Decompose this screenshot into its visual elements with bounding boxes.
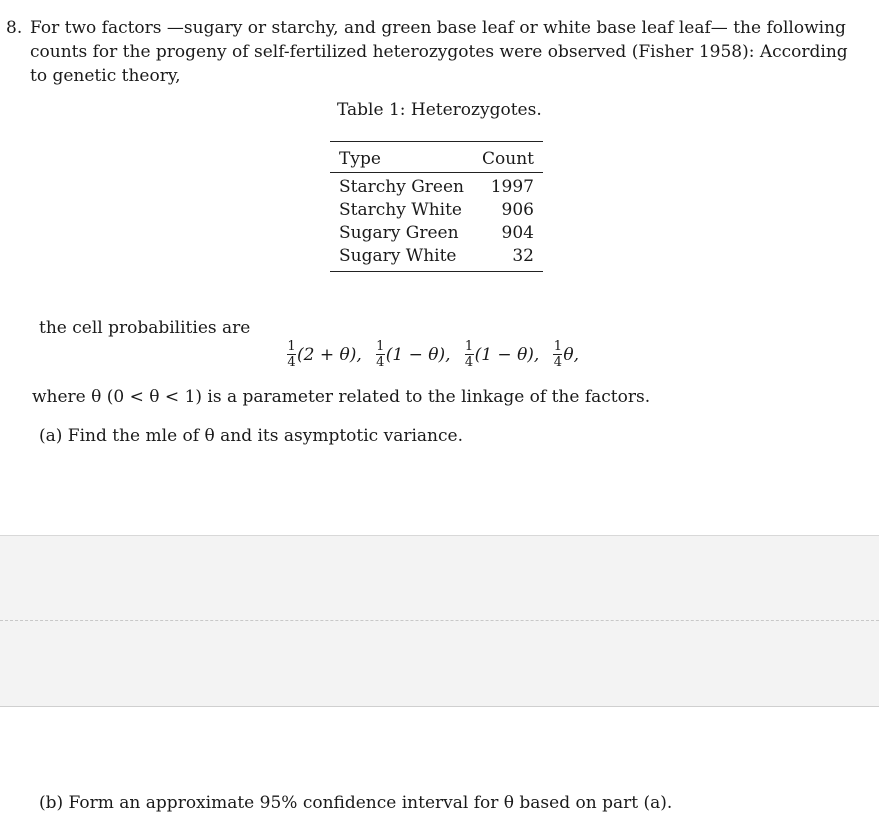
answer-divider <box>0 620 879 621</box>
parameter-description: where θ (0 < θ < 1) is a parameter related to the linkage of the factors. <box>32 387 651 407</box>
cell-type: Starchy Green <box>339 177 464 197</box>
problem-number: 8. <box>6 18 23 38</box>
fraction-one-quarter: $\frac{1}{4}$ <box>376 339 385 370</box>
heterozygotes-table <box>330 141 543 272</box>
formula-term: $\frac{1}{4}$ (1 − θ), <box>376 339 451 370</box>
answer-box[interactable] <box>0 535 879 707</box>
table-row <box>330 222 543 245</box>
cell-count: 32 <box>512 246 534 266</box>
cell-count: 904 <box>501 223 534 243</box>
table-caption: Table 1: Heterozygotes. <box>337 100 542 120</box>
header-type: Type <box>330 142 473 173</box>
problem-intro: For two factors —sugary or starchy, and green base leaf or white base leaf leaf— the following counts for the progeny of self-fertilized heterozygotes were observed (Fisher 1958): According to genetic theory, <box>30 18 848 86</box>
fraction-one-quarter: $\frac{1}{4}$ <box>553 339 562 370</box>
fraction-one-quarter: $\frac{1}{4}$ <box>464 339 474 370</box>
cell-type: Starchy White <box>339 200 462 220</box>
fraction-one-quarter: $\frac{1}{4}$ <box>287 339 296 370</box>
formula-term: $\frac{1}{4}$ (1 − θ), <box>464 339 540 370</box>
formula-term: $\frac{1}{4}$ (2 + θ), <box>287 339 362 370</box>
cell-count: 1997 <box>490 177 534 197</box>
cell-count: 906 <box>501 200 534 220</box>
question-part-b: (b) Form an approximate 95% confidence interval for θ based on part (a). <box>39 793 673 813</box>
probability-formula <box>287 340 593 369</box>
table-row <box>330 199 543 222</box>
question-part-a: (a) Find the mle of θ and its asymptotic variance. <box>39 426 463 446</box>
formula-term: $\frac{1}{4}$ θ, <box>553 339 579 370</box>
cell-type: Sugary White <box>339 246 457 266</box>
table-row <box>330 173 543 200</box>
cell-probabilities-text: the cell probabilities are <box>39 318 251 338</box>
table-header-row <box>330 142 543 173</box>
header-count: Count <box>473 142 543 173</box>
cell-type: Sugary Green <box>339 223 459 243</box>
table-row <box>330 245 543 272</box>
